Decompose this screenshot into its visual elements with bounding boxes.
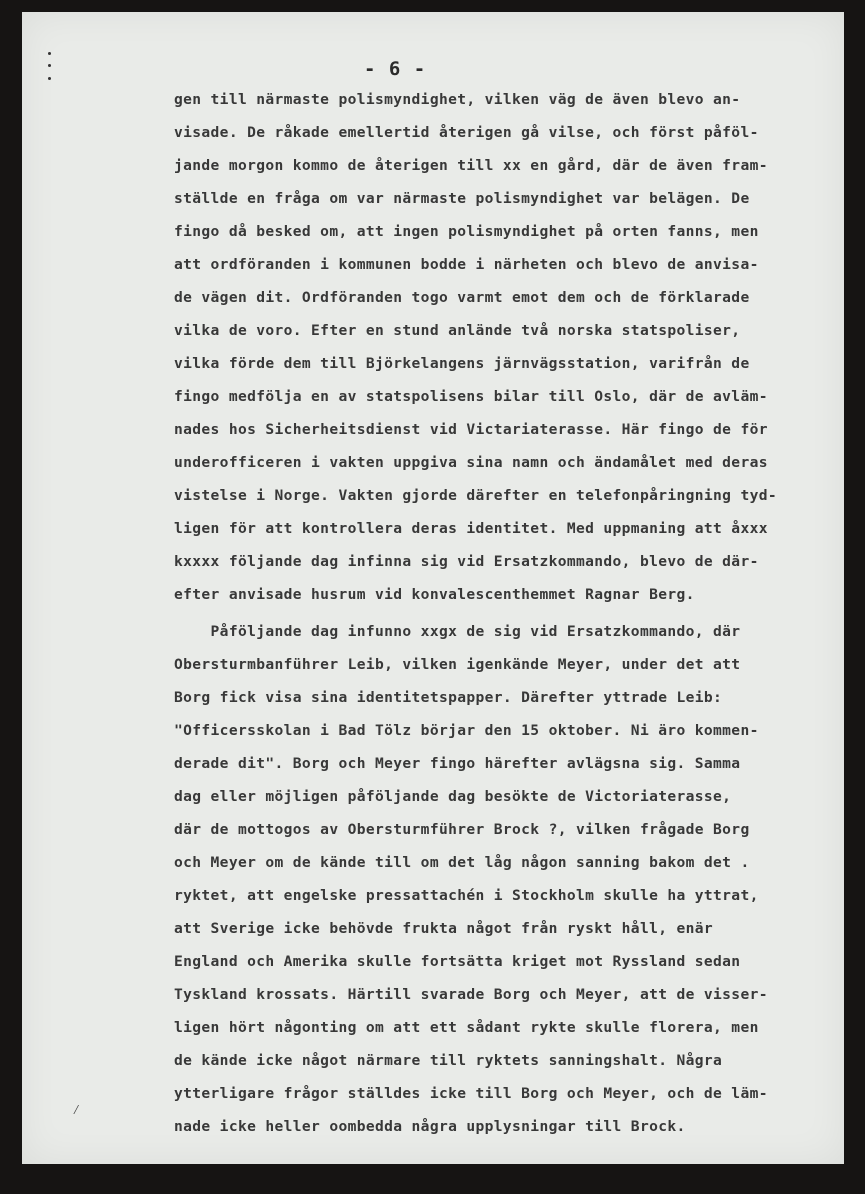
text-line: nades hos Sicherheitsdienst vid Victariaterasse. Här fingo de för [174, 421, 768, 438]
document-page [22, 12, 844, 1164]
text-line: Påföljande dag infunno xxgx de sig vid Ersatzkommando, där [174, 623, 741, 640]
text-line: vilka förde dem till Björkelangens järnvägsstation, varifrån de [174, 355, 750, 372]
text-line: dag eller möjligen påföljande dag besökte de Victoriaterasse, [174, 788, 732, 805]
text-line: underofficeren i vakten uppgiva sina namn och ändamålet med deras [174, 454, 768, 471]
text-line: de vägen dit. Ordföranden togo varmt emot dem och de förklarade [174, 289, 750, 306]
punch-mark [48, 64, 51, 67]
text-line: ryktet, att engelske pressattachén i Stockholm skulle ha yttrat, [174, 887, 759, 904]
text-line: ytterligare frågor ställdes icke till Borg och Meyer, och de läm- [174, 1085, 768, 1102]
text-line: Borg fick visa sina identitetspapper. Därefter yttrade Leib: [174, 689, 723, 706]
text-line: derade dit". Borg och Meyer fingo härefter avlägsna sig. Samma [174, 755, 741, 772]
punch-mark [48, 77, 51, 80]
text-line: "Officersskolan i Bad Tölz börjar den 15 oktober. Ni äro kommen- [174, 722, 759, 739]
punch-mark [48, 52, 51, 55]
text-line: vilka de voro. Efter en stund anlände två norska statspoliser, [174, 322, 741, 339]
text-line: efter anvisade husrum vid konvalescenthemmet Ragnar Berg. [174, 586, 695, 603]
text-line: visade. De råkade emellertid återigen gå vilse, och först påföl- [174, 124, 759, 141]
pencil-mark: ⁄ [72, 1102, 81, 1118]
text-line: Obersturmbanführer Leib, vilken igenkände Meyer, under det att [174, 656, 741, 673]
text-line: England och Amerika skulle fortsätta kriget mot Ryssland sedan [174, 953, 741, 970]
text-line: nade icke heller oombedda några upplysningar till Brock. [174, 1118, 686, 1135]
text-line: de kände icke något närmare till ryktets sanningshalt. Några [174, 1052, 723, 1069]
page-number: - 6 - [364, 58, 427, 80]
text-line: gen till närmaste polismyndighet, vilken väg de även blevo an- [174, 91, 741, 108]
text-line: jande morgon kommo de återigen till xx en gård, där de även fram- [174, 157, 768, 174]
text-line: fingo då besked om, att ingen polismyndighet på orten fanns, men [174, 223, 759, 240]
text-line: ligen för att kontrollera deras identitet. Med uppmaning att åxxx [174, 520, 768, 537]
text-line: vistelse i Norge. Vakten gjorde därefter en telefonpåringning tyd- [174, 487, 777, 504]
text-line: att Sverige icke behövde frukta något från ryskt håll, enär [174, 920, 714, 937]
text-line: och Meyer om de kände till om det låg någon sanning bakom det . [174, 854, 750, 871]
text-line: ställde en fråga om var närmaste polismyndighet var belägen. De [174, 190, 750, 207]
text-line: där de mottogos av Obersturmführer Brock ?, vilken frågade Borg [174, 821, 750, 838]
text-line: ligen hört någonting om att ett sådant rykte skulle florera, men [174, 1019, 759, 1036]
text-line: Tyskland krossats. Härtill svarade Borg och Meyer, att de visser- [174, 986, 768, 1003]
text-line: att ordföranden i kommunen bodde i närheten och blevo de anvisa- [174, 256, 759, 273]
text-line: kxxxx följande dag infinna sig vid Ersatzkommando, blevo de där- [174, 553, 759, 570]
text-line: fingo medfölja en av statspolisens bilar till Oslo, där de avläm- [174, 388, 768, 405]
